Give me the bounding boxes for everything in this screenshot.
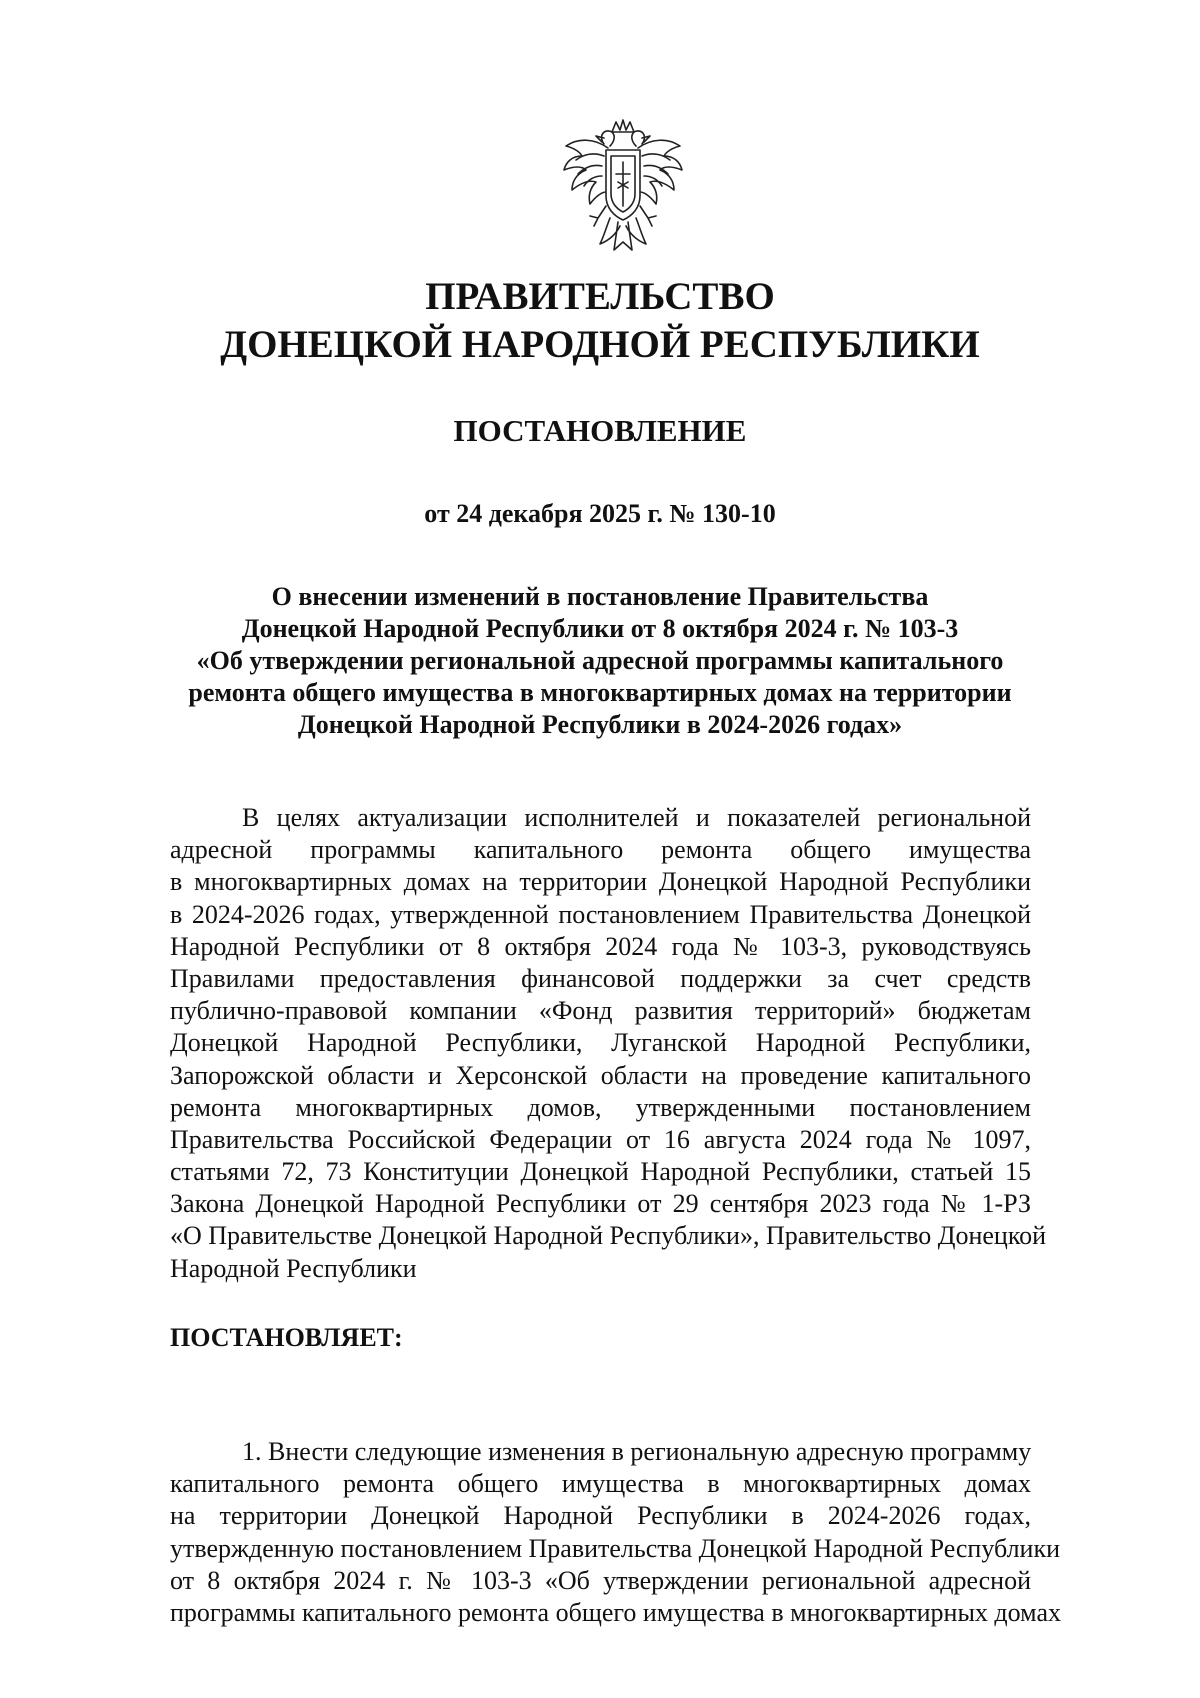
preamble-line: адресной программы капитального ремонта общего имущества (170, 835, 1031, 865)
government-title-line2: ДОНЕЦКОЙ НАРОДНОЙ РЕСПУБЛИКИ (220, 323, 980, 366)
preamble-paragraph (170, 802, 1047, 1285)
item-line: на территории Донецкой Народной Республики в 2024-2026 годах, (170, 1501, 1031, 1531)
preamble-line: ремонта многоквартирных домов, утвержденными постановлением (170, 1092, 1031, 1122)
item-line: от 8 октября 2024 г. № 103-3 «Об утверждении региональной адресной (170, 1565, 1031, 1595)
item-line: утвержденную постановлением Правительства Донецкой Народной Республики (170, 1533, 1061, 1563)
subject-line: Донецкой Народной Республики от 8 октября 2024 г. № 103-3 (241, 614, 959, 643)
preamble-line: В целях актуализации исполнителей и показателей региональной (242, 803, 1031, 832)
preamble-line: Правилами предоставления финансовой поддержки за счет средств (170, 963, 1031, 993)
document-subject (170, 581, 1030, 741)
decree-item-1 (170, 1436, 1061, 1629)
preamble-line: Правительства Российской Федерации от 16 августа 2024 года № 1097, (170, 1124, 1031, 1154)
preamble-line: Народной Республики от 8 октября 2024 года № 103-3, руководствуясь (170, 931, 1031, 961)
document-type: ПОСТАНОВЛЕНИЕ (453, 413, 747, 448)
document-date-number: от 24 декабря 2025 г. № 130-10 (424, 499, 776, 528)
preamble-line: публично-правовой компании «Фонд развития территорий» бюджетам (170, 996, 1031, 1026)
subject-line: ремонта общего имущества в многоквартирных домах на территории (188, 678, 1012, 707)
coat-of-arms-eagle-icon (560, 118, 686, 264)
subject-line: Донецкой Народной Республики в 2024-2026 годах» (297, 710, 903, 739)
preamble-line: Запорожской области и Херсонской области на проведение капитального (170, 1060, 1031, 1090)
preamble-line: Народной Республики (170, 1253, 417, 1283)
item-line: капитального ремонта общего имущества в многоквартирных домах (170, 1469, 1031, 1499)
item-line: 1. Внести следующие изменения в региональную адресную программу (242, 1437, 1032, 1466)
item-line: программы капитального ремонта общего имущества в многоквартирных домах (170, 1597, 1061, 1627)
preamble-line: статьями 72, 73 Конституции Донецкой Народной Республики, статьей 15 (170, 1157, 1031, 1187)
government-title-line1: ПРАВИТЕЛЬСТВО (425, 275, 775, 318)
subject-line: О внесении изменений в постановление Правительства (271, 582, 929, 611)
preamble-line: «О Правительстве Донецкой Народной Республики», Правительство Донецкой (170, 1221, 1047, 1251)
preamble-line: в многоквартирных домах на территории Донецкой Народной Республики (170, 867, 1031, 897)
government-title (170, 273, 1030, 369)
preamble-line: Донецкой Народной Республики, Луганской Народной Республики, (170, 1028, 1031, 1058)
preamble-line: Закона Донецкой Народной Республики от 29 сентября 2023 года № 1-РЗ (170, 1189, 1031, 1219)
preamble-line: в 2024-2026 годах, утвержденной постановлением Правительства Донецкой (170, 899, 1031, 929)
subject-line: «Об утверждении региональной адресной программы капитального (196, 646, 1004, 675)
decree-word: ПОСТАНОВЛЯЕТ: (170, 1323, 403, 1352)
